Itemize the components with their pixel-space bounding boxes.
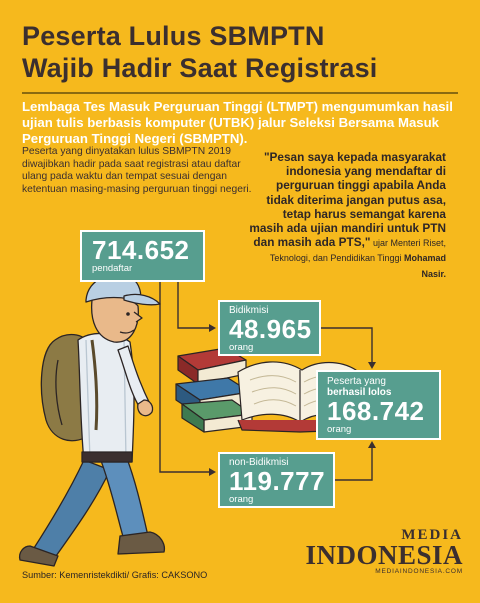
stat-lolos-unit: orang — [327, 424, 352, 435]
quote-speaker: Mohamad Nasir. — [403, 253, 446, 279]
quote-text: "Pesan saya kepada masyarakat indonesia yang mendaftar di perguruan tinggi apabila Anda tidak diterima jangan putus asa, tetap harus semangat karena masih ada ujian mandiri untuk PTN dan masih ada PTS," — [249, 150, 446, 250]
quote-block — [248, 150, 446, 281]
stat-total-value: 714.652 — [92, 235, 190, 265]
stat-box-non-bidikmisi — [218, 452, 335, 508]
stat-non-bidikmisi-label: non-Bidikmisi — [229, 457, 289, 468]
stat-box-lolos — [316, 370, 441, 440]
media-indonesia-logo — [298, 528, 463, 576]
quote-attribution: ujar Menteri Riset, Teknologi, dan Pendidikan Tinggi — [269, 238, 446, 264]
logo-url: MEDIAINDONESIA.COM — [375, 568, 463, 575]
stat-box-bidikmisi — [218, 300, 321, 356]
stat-lolos-label-1: Peserta yang — [327, 376, 386, 387]
logo-line-2: INDONESIA — [305, 540, 463, 570]
stat-non-bidikmisi-value: 119.777 — [229, 466, 326, 496]
stat-bidikmisi-value: 48.965 — [229, 314, 312, 344]
source-credit: Sumber: Kemenristekdikti/ Grafis: CAKSONO — [22, 570, 208, 580]
stat-bidikmisi-unit: orang — [229, 342, 254, 353]
stat-non-bidikmisi-unit: orang — [229, 494, 254, 505]
stat-lolos-label-2: berhasil lolos — [327, 387, 392, 398]
stat-bidikmisi-label: Bidikmisi — [229, 305, 269, 316]
title-line-2: Wajib Hadir Saat Registrasi — [22, 53, 378, 83]
student-illustration — [20, 275, 165, 566]
stat-box-total — [80, 230, 205, 282]
page-title — [22, 20, 462, 84]
title-divider — [22, 92, 458, 94]
lead-paragraph: Lembaga Tes Masuk Perguruan Tinggi (LTMPT) mengumumkan hasil ujian tulis berbasis komputer (UTBK) jalur Seleksi Bersama Masuk Perguruan Tinggi Negeri (SBMPTN). — [22, 99, 453, 146]
stat-lolos-value: 168.742 — [327, 396, 425, 426]
stat-total-unit: pendaftar — [92, 263, 133, 274]
title-line-1: Peserta Lulus SBMPTN — [22, 21, 325, 51]
logo-line-1: MEDIA — [401, 527, 463, 543]
body-paragraph: Peserta yang dinyatakan lulus SBMPTN 2019 diwajibkan hadir pada saat registrasi atau daftar ulang pada waktu dan tempat sesuai dengan ketentuan masing-masing perguruan tinggi negeri. — [22, 146, 252, 195]
